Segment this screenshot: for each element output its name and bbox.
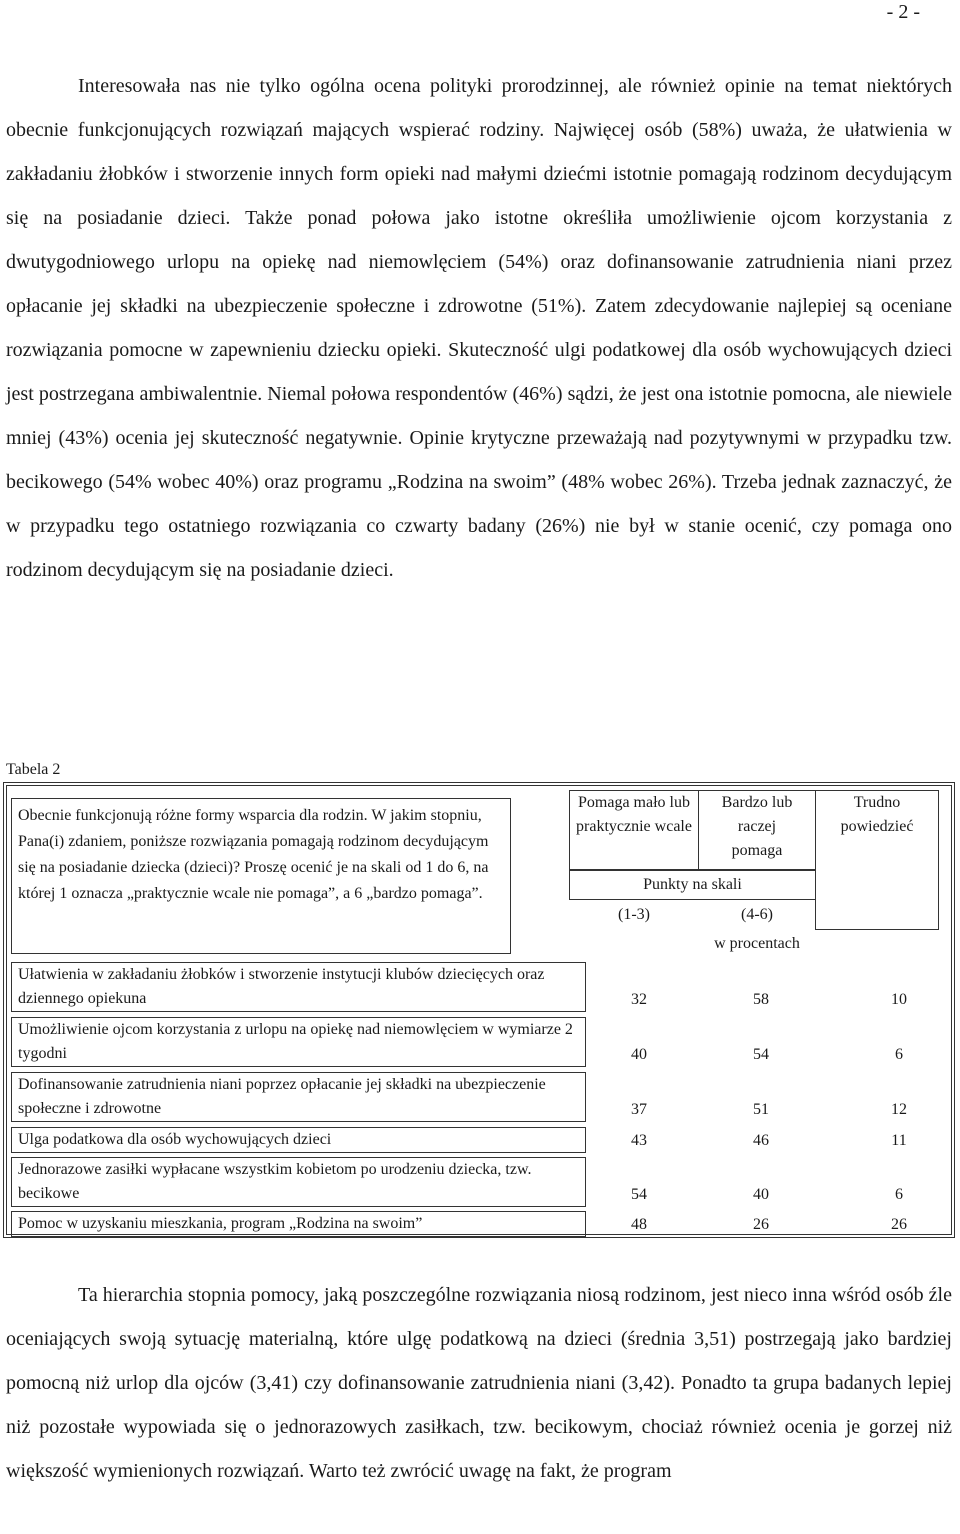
scale-range-low: (1-3)	[618, 906, 650, 923]
value-helps: 40	[753, 1186, 769, 1203]
table-row	[11, 1127, 949, 1153]
paragraph-followup	[6, 1273, 952, 1493]
value-hard-to-say: 10	[891, 991, 907, 1008]
value-little-help: 37	[631, 1101, 647, 1118]
table-row	[11, 1211, 949, 1237]
value-little-help: 54	[631, 1186, 647, 1203]
value-helps: 54	[753, 1046, 769, 1063]
value-helps: 46	[753, 1132, 769, 1149]
row-label: Jednorazowe zasiłki wypłacane wszystkim kobietom po urodzeniu dziecka, tzw. becikowe	[11, 1157, 586, 1207]
table-row	[11, 1072, 949, 1122]
row-label: Umożliwienie ojcom korzystania z urlopu na opiekę nad niemowlęciem w wymiarze 2 tygodni	[11, 1017, 586, 1067]
column-header-helps	[698, 790, 816, 870]
scale-range-high: (4-6)	[741, 906, 773, 923]
row-label: Pomoc w uzyskaniu mieszkania, program „Rodzina na swoim”	[11, 1211, 586, 1237]
value-little-help: 40	[631, 1046, 647, 1063]
row-label: Dofinansowanie zatrudnienia niani poprzez opłacanie jej składki na ubezpieczenie społeczne i zdrowotne	[11, 1072, 586, 1122]
row-label: Ułatwienia w zakładaniu żłobków i stworzenie instytucji klubów dziecięcych oraz dziennego opiekuna	[11, 962, 586, 1012]
table-row	[11, 1157, 949, 1207]
table-row	[11, 1017, 949, 1067]
paragraph-intro	[6, 64, 952, 592]
unit-label: w procentach	[714, 935, 800, 952]
column-header-hard-to-say	[815, 790, 939, 930]
column-header-little-help	[569, 790, 699, 870]
value-little-help: 32	[631, 991, 647, 1008]
value-helps: 51	[753, 1101, 769, 1118]
column-header-text: Pomaga mało lub praktycznie wcale	[576, 794, 692, 835]
value-hard-to-say: 6	[895, 1186, 903, 1203]
value-hard-to-say: 26	[891, 1216, 907, 1233]
scale-label: Punkty na skali	[569, 870, 816, 900]
value-little-help: 48	[631, 1216, 647, 1233]
data-table	[3, 782, 955, 1238]
page-number: - 2 -	[886, 1, 920, 23]
table-inner-frame	[6, 785, 952, 1235]
value-hard-to-say: 12	[891, 1101, 907, 1118]
column-header-text: Bardzo lub raczej pomaga	[721, 794, 793, 859]
table-caption: Tabela 2	[6, 761, 61, 778]
value-hard-to-say: 6	[895, 1046, 903, 1063]
value-helps: 58	[753, 991, 769, 1008]
table-row	[11, 962, 949, 1012]
table-question: Obecnie funkcjonują różne formy wsparcia dla rodzin. W jakim stopniu, Pana(i) zdaniem, poniższe rozwiązania pomagają rodzinom decydującym się na posiadanie dziecka (dzieci)? Proszę ocenić je na skali od 1 do 6, na której 1 oznacza „praktycznie wcale nie pomaga”, a 6 „bardzo pomaga”.	[11, 798, 511, 954]
value-helps: 26	[753, 1216, 769, 1233]
paragraph-intro-text: Interesowała nas nie tylko ogólna ocena polityki prorodzinnej, ale również opinie na temat niektórych obecnie funkcjonujących rozwiązań mających wspierać rodziny. Najwięcej osób (58%) uważa, że ułatwienia w zakładaniu żłobków i stworzenie innych form opieki nad małymi dziećmi istotnie pomagają rodzinom decydującym się na posiadanie dzieci. Także ponad połowa jako istotne określiła umożliwienie ojcom korzystania z dwutygodniowego urlopu na opiekę nad niemowlęciem (54%) oraz dofinansowanie zatrudnienia niani przez opłacanie jej składki na ubezpieczenie społeczne i zdrowotne (51%). Zatem zdecydowanie najlepiej są oceniane rozwiązania pomocne w zapewnieniu dziecku opieki. Skuteczność ulgi podatkowej dla osób wychowujących dzieci jest postrzegana ambiwalentnie. Niemal połowa respondentów (46%) sądzi, że jest ona istotnie pomocna, ale niewiele mniej (43%) ocenia jej skuteczność negatywnie. Opinie krytyczne przeważają nad pozytywnymi w przypadku tzw. becikowego (54% wobec 40%) oraz programu „Rodzina na swoim” (48% wobec 26%). Trzeba jednak zaznaczyć, że w przypadku tego ostatniego rozwiązania co czwarty badany (26%) nie był w stanie ocenić, czy pomaga ono rodzinom decydującym się na posiadanie dzieci.	[6, 75, 952, 581]
value-little-help: 43	[631, 1132, 647, 1149]
row-label: Ulga podatkowa dla osób wychowujących dzieci	[11, 1127, 586, 1153]
value-hard-to-say: 11	[891, 1132, 907, 1149]
column-header-text: Trudno powiedzieć	[840, 794, 914, 835]
paragraph-followup-text: Ta hierarchia stopnia pomocy, jaką poszczególne rozwiązania niosą rodzinom, jest nieco inna wśród osób źle oceniających swoją sytuację materialną, które ulgę podatkową na dzieci (średnia 3,51) postrzegają jako bardziej pomocną niż urlop dla ojców (3,41) czy dofinansowanie zatrudnienia niani (3,42). Ponadto ta grupa badanych lepiej niż pozostałe wypowiada się o jednorazowych zasiłkach, tzw. becikowym, chociaż również ocenia je gorzej niż większość wymienionych rozwiązań. Warto też zwrócić uwagę na fakt, że program	[6, 1284, 952, 1482]
